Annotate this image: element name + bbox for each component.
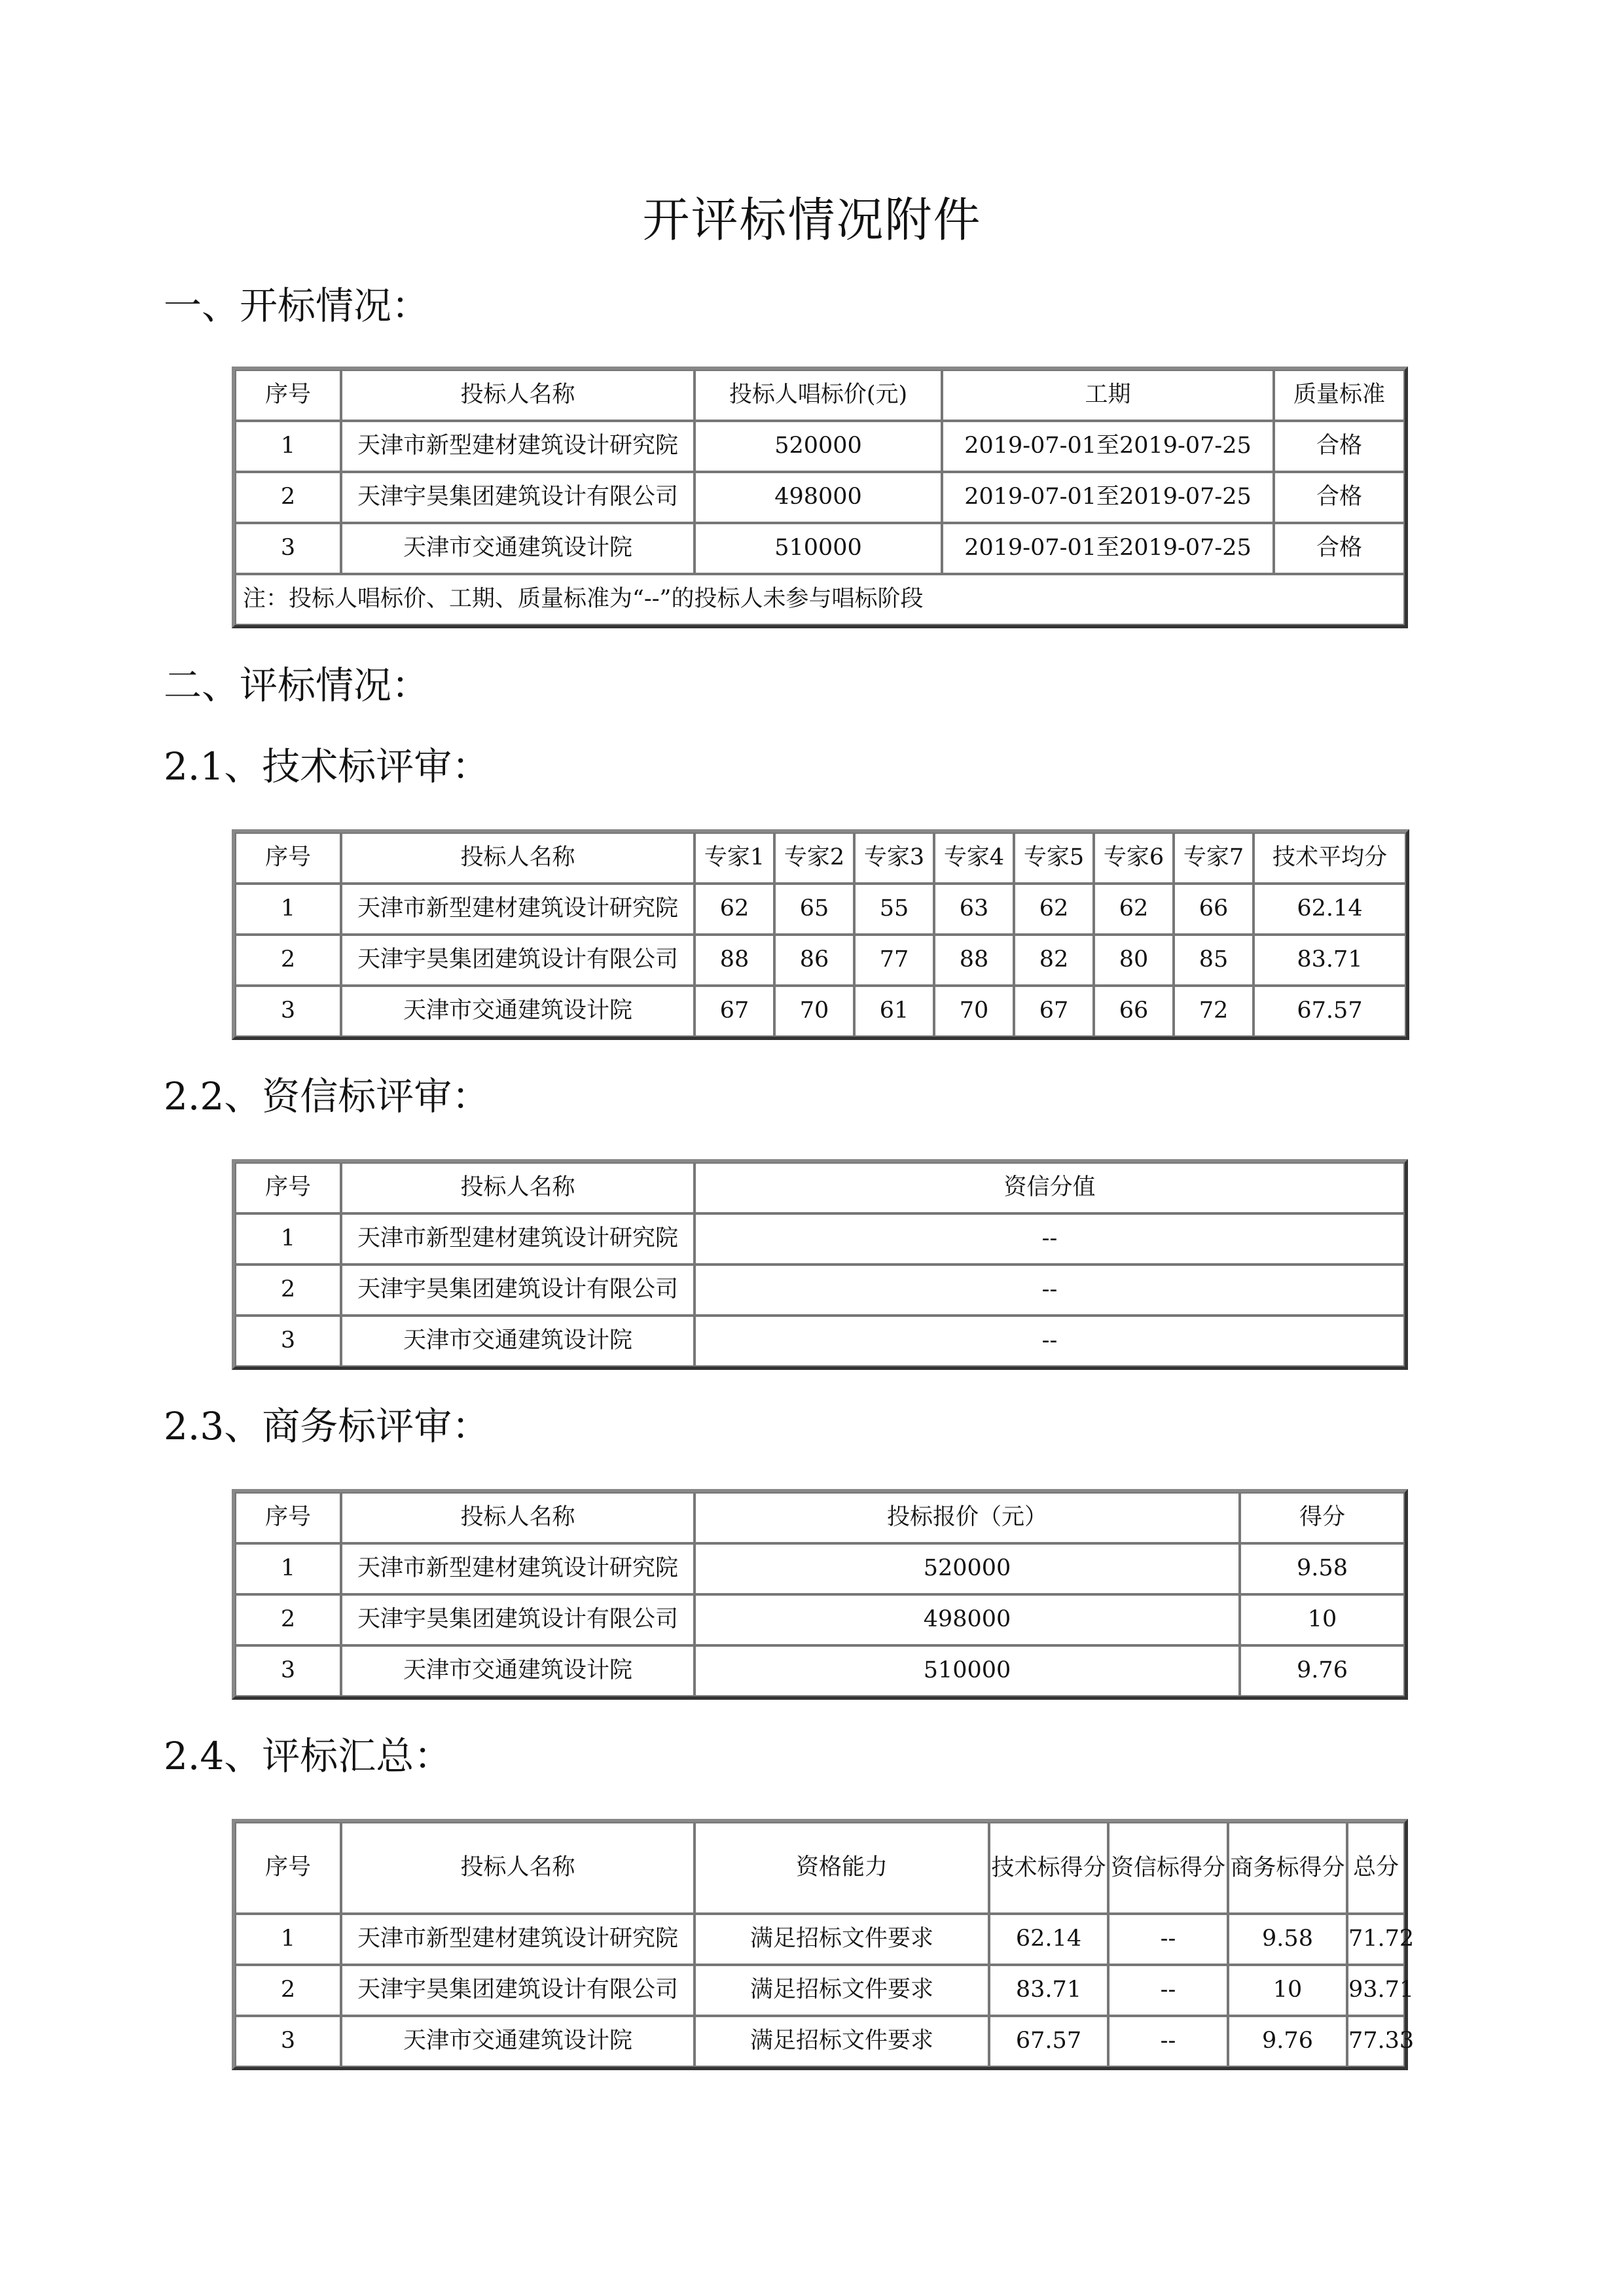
table-cell: 3 <box>235 1316 341 1367</box>
table-cell: 10 <box>1228 1965 1347 2016</box>
header-cell: 技术标得分 <box>989 1822 1108 1914</box>
technical-table <box>232 829 1409 1040</box>
business-table <box>232 1489 1408 1700</box>
table-cell: 2 <box>235 1965 341 2016</box>
table-cell: 天津市交通建筑设计院 <box>341 1316 695 1367</box>
table-cell: 天津市新型建材建筑设计研究院 <box>341 1543 695 1594</box>
header-cell: 序号 <box>235 833 341 884</box>
section-heading-evaluation: 二、评标情况： <box>164 663 430 708</box>
table-row <box>235 472 1405 523</box>
table-cell: -- <box>1108 1965 1228 2016</box>
table-cell: 67.57 <box>1254 986 1406 1037</box>
table-cell: 82 <box>1014 935 1094 986</box>
table-cell: 天津宇昊集团建筑设计有限公司 <box>341 1265 695 1316</box>
table-row <box>235 1213 1405 1265</box>
table-cell: 9.58 <box>1240 1543 1405 1594</box>
table-cell: 55 <box>854 884 934 935</box>
table-cell: 3 <box>235 523 341 574</box>
table-cell: 满足招标文件要求 <box>695 1914 989 1965</box>
table-cell: 天津市新型建材建筑设计研究院 <box>341 1213 695 1265</box>
table-cell: 63 <box>934 884 1014 935</box>
header-cell: 资信标得分 <box>1108 1822 1228 1914</box>
table-cell: 70 <box>774 986 854 1037</box>
table-cell: 天津宇昊集团建筑设计有限公司 <box>341 1965 695 2016</box>
table-cell: 61 <box>854 986 934 1037</box>
table-cell: 66 <box>1174 884 1254 935</box>
table-cell: 67.57 <box>989 2016 1108 2067</box>
section-heading-business: 2.3、商务标评审： <box>164 1404 490 1448</box>
table-header-row <box>235 1492 1405 1543</box>
header-cell: 专家4 <box>934 833 1014 884</box>
table-cell: 满足招标文件要求 <box>695 1965 989 2016</box>
table-cell: 67 <box>1014 986 1094 1037</box>
header-cell: 投标人名称 <box>341 370 695 421</box>
table-cell: 83.71 <box>989 1965 1108 2016</box>
table-cell: 3 <box>235 1645 341 1696</box>
table-cell: 88 <box>934 935 1014 986</box>
header-cell: 投标人唱标价(元) <box>695 370 942 421</box>
header-cell: 专家3 <box>854 833 934 884</box>
table-cell: 9.58 <box>1228 1914 1347 1965</box>
header-cell: 工期 <box>942 370 1274 421</box>
table-cell: 62.14 <box>989 1914 1108 1965</box>
table-header-row <box>235 370 1405 421</box>
table-row <box>235 986 1406 1037</box>
table-cell: 62 <box>1094 884 1174 935</box>
header-cell: 投标人名称 <box>341 1822 695 1914</box>
table-cell: 合格 <box>1274 523 1405 574</box>
table-cell: 70 <box>934 986 1014 1037</box>
table-cell: 天津宇昊集团建筑设计有限公司 <box>341 472 695 523</box>
table-cell: 3 <box>235 2016 341 2067</box>
table-cell: 满足招标文件要求 <box>695 2016 989 2067</box>
summary-table <box>232 1819 1415 2070</box>
page-title: 开评标情况附件 <box>642 192 982 247</box>
table-row <box>235 1594 1405 1645</box>
table-cell: 72 <box>1174 986 1254 1037</box>
table-cell: 62 <box>695 884 774 935</box>
table-cell: 83.71 <box>1254 935 1406 986</box>
table-header-row <box>235 1822 1405 1914</box>
table-cell: 80 <box>1094 935 1174 986</box>
header-cell: 质量标准 <box>1274 370 1405 421</box>
table-cell: 天津市交通建筑设计院 <box>341 986 695 1037</box>
table-cell: -- <box>695 1213 1405 1265</box>
table-row <box>235 1914 1405 1965</box>
table-row <box>235 1543 1405 1594</box>
header-cell: 专家6 <box>1094 833 1174 884</box>
table-cell: -- <box>1108 2016 1228 2067</box>
table-cell: 498000 <box>695 472 942 523</box>
table-cell: 85 <box>1174 935 1254 986</box>
table-cell: -- <box>1108 1914 1228 1965</box>
table-cell: 9.76 <box>1228 2016 1347 2067</box>
table-cell: 10 <box>1240 1594 1405 1645</box>
header-cell: 得分 <box>1240 1492 1405 1543</box>
table-note: 注：投标人唱标价、工期、质量标准为“--”的投标人未参与唱标阶段 <box>235 574 1405 625</box>
table-cell: 510000 <box>695 1645 1240 1696</box>
table-cell: 2 <box>235 1265 341 1316</box>
table-cell: 520000 <box>695 1543 1240 1594</box>
table-cell: 77 <box>854 935 934 986</box>
table-cell: 天津市交通建筑设计院 <box>341 2016 695 2067</box>
table-cell: 1 <box>235 1914 341 1965</box>
header-cell: 投标报价（元） <box>695 1492 1240 1543</box>
table-header-row <box>235 833 1406 884</box>
header-cell: 商务标得分 <box>1228 1822 1347 1914</box>
table-cell: -- <box>695 1316 1405 1367</box>
table-row <box>235 1645 1405 1696</box>
table-note-row <box>235 574 1405 625</box>
table-cell: 93.71 <box>1347 1965 1405 2016</box>
table-row <box>235 2016 1405 2067</box>
table-cell: 2019-07-01至2019-07-25 <box>942 472 1274 523</box>
header-cell: 序号 <box>235 1492 341 1543</box>
header-cell: 序号 <box>235 1822 341 1914</box>
header-cell: 序号 <box>235 1162 341 1213</box>
table-row <box>235 1965 1405 2016</box>
table-cell: 天津宇昊集团建筑设计有限公司 <box>341 935 695 986</box>
table-cell: -- <box>695 1265 1405 1316</box>
header-cell: 专家7 <box>1174 833 1254 884</box>
header-cell: 专家5 <box>1014 833 1094 884</box>
header-cell: 投标人名称 <box>341 1492 695 1543</box>
header-cell: 资格能力 <box>695 1822 989 1914</box>
table-row <box>235 1316 1405 1367</box>
table-cell: 9.76 <box>1240 1645 1405 1696</box>
table-cell: 66 <box>1094 986 1174 1037</box>
section-heading-credit: 2.2、资信标评审： <box>164 1074 490 1119</box>
table-cell: 520000 <box>695 421 942 472</box>
table-cell: 2 <box>235 935 341 986</box>
header-cell: 专家2 <box>774 833 854 884</box>
table-cell: 86 <box>774 935 854 986</box>
table-cell: 天津市交通建筑设计院 <box>341 1645 695 1696</box>
table-cell: 天津市交通建筑设计院 <box>341 523 695 574</box>
opening-table <box>232 367 1408 628</box>
table-cell: 天津宇昊集团建筑设计有限公司 <box>341 1594 695 1645</box>
table-cell: 62.14 <box>1254 884 1406 935</box>
table-row <box>235 421 1405 472</box>
table-cell: 65 <box>774 884 854 935</box>
table-cell: 1 <box>235 1213 341 1265</box>
credit-table <box>232 1159 1408 1370</box>
table-cell: 2019-07-01至2019-07-25 <box>942 421 1274 472</box>
table-cell: 3 <box>235 986 341 1037</box>
header-cell: 总分 <box>1347 1822 1405 1914</box>
table-cell: 1 <box>235 884 341 935</box>
table-row <box>235 523 1405 574</box>
table-row <box>235 935 1406 986</box>
table-cell: 71.72 <box>1347 1914 1405 1965</box>
header-cell: 专家1 <box>695 833 774 884</box>
table-cell: 2 <box>235 472 341 523</box>
header-cell: 投标人名称 <box>341 1162 695 1213</box>
table-cell: 1 <box>235 421 341 472</box>
table-cell: 天津市新型建材建筑设计研究院 <box>341 421 695 472</box>
section-heading-technical: 2.1、技术标评审： <box>164 744 490 789</box>
table-cell: 88 <box>695 935 774 986</box>
table-cell: 62 <box>1014 884 1094 935</box>
header-cell: 资信分值 <box>695 1162 1405 1213</box>
table-cell: 510000 <box>695 523 942 574</box>
table-cell: 2 <box>235 1594 341 1645</box>
table-cell: 67 <box>695 986 774 1037</box>
table-header-row <box>235 1162 1405 1213</box>
table-cell: 2019-07-01至2019-07-25 <box>942 523 1274 574</box>
table-row <box>235 884 1406 935</box>
section-heading-summary: 2.4、评标汇总： <box>164 1734 452 1778</box>
table-cell: 合格 <box>1274 421 1405 472</box>
table-cell: 合格 <box>1274 472 1405 523</box>
header-cell: 技术平均分 <box>1254 833 1406 884</box>
table-cell: 77.33 <box>1347 2016 1405 2067</box>
table-cell: 天津市新型建材建筑设计研究院 <box>341 884 695 935</box>
table-cell: 1 <box>235 1543 341 1594</box>
section-heading-opening: 一、开标情况： <box>164 283 430 328</box>
table-row <box>235 1265 1405 1316</box>
header-cell: 序号 <box>235 370 341 421</box>
table-cell: 498000 <box>695 1594 1240 1645</box>
table-cell: 天津市新型建材建筑设计研究院 <box>341 1914 695 1965</box>
header-cell: 投标人名称 <box>341 833 695 884</box>
